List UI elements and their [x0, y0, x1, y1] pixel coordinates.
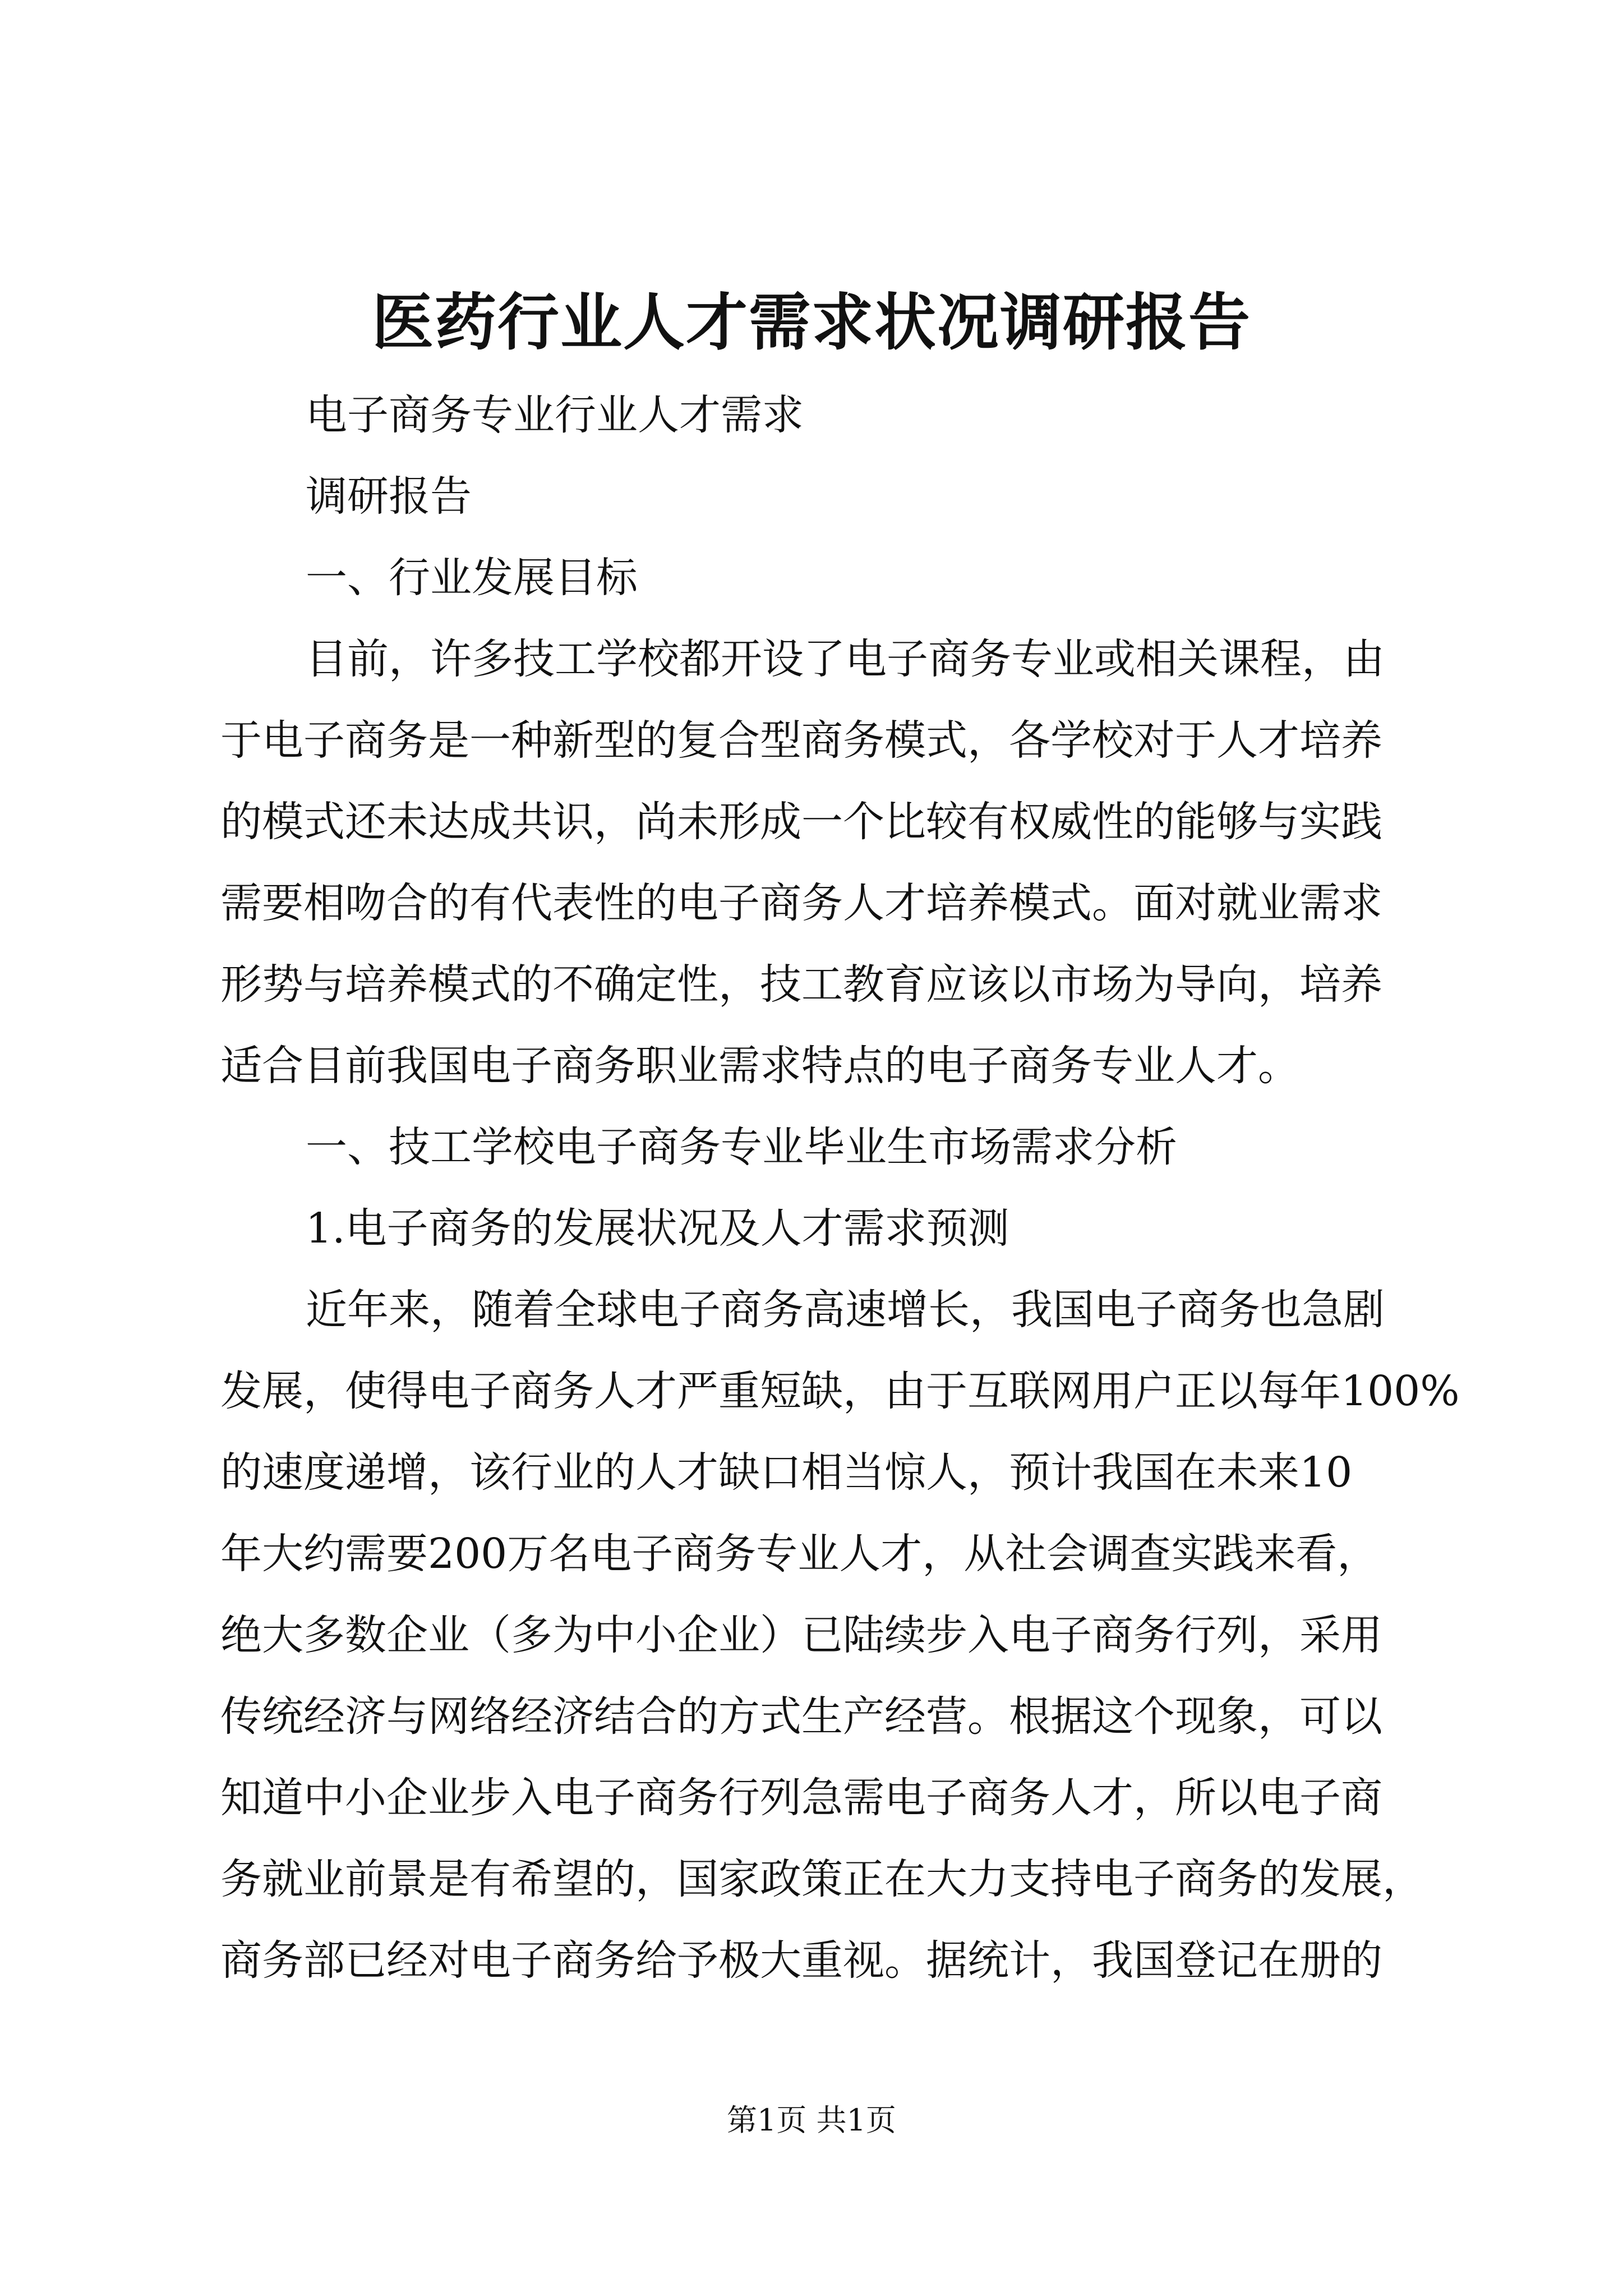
section-heading: 一、行业发展目标 — [306, 554, 638, 602]
paragraph-line: 务就业前景是有希望的，国家政策正在大力支持电子商务的发展， — [220, 1855, 1424, 1903]
paragraph-line: 商务部已经对电子商务给予极大重视。据统计，我国登记在册的 — [220, 1936, 1382, 1985]
paragraph-line: 于电子商务是一种新型的复合型商务模式，各学校对于人才培养 — [220, 716, 1382, 765]
paragraph-line: 的速度递增，该行业的人才缺口相当惊人，预计我国在未来10 — [220, 1448, 1353, 1497]
paragraph-line: 的模式还未达成共识，尚未形成一个比较有权威性的能够与实践 — [220, 798, 1382, 846]
page-footer: 第1页 共1页 — [727, 2102, 896, 2138]
document-title: 医药行业人才需求状况调研报告 — [372, 286, 1251, 358]
paragraph-line: 目前，许多技工学校都开设了电子商务专业或相关课程，由 — [306, 635, 1385, 683]
paragraph-line: 形势与培养模式的不确定性，技工教育应该以市场为导向，培养 — [220, 960, 1382, 1009]
subtitle-line: 调研报告 — [306, 472, 472, 521]
paragraph-line: 传统经济与网络经济结合的方式生产经营。根据这个现象，可以 — [220, 1692, 1382, 1741]
paragraph-line: 绝大多数企业（多为中小企业）已陆续步入电子商务行列，采用 — [220, 1611, 1382, 1659]
subtitle-line: 电子商务专业行业人才需求 — [306, 391, 804, 439]
paragraph-line: 适合目前我国电子商务职业需求特点的电子商务专业人才。 — [220, 1042, 1299, 1090]
paragraph-line: 发展，使得电子商务人才严重短缺，由于互联网用户正以每年100% — [220, 1367, 1460, 1415]
subsection-heading: 1.电子商务的发展状况及人才需求预测 — [306, 1204, 1009, 1253]
paragraph-line: 近年来，随着全球电子商务高速增长，我国电子商务也急剧 — [306, 1286, 1385, 1334]
section-heading: 一、技工学校电子商务专业毕业生市场需求分析 — [306, 1123, 1177, 1171]
paragraph-line: 年大约需要200万名电子商务专业人才，从社会调查实践来看， — [220, 1530, 1379, 1578]
paragraph-line: 知道中小企业步入电子商务行列急需电子商务人才，所以电子商 — [220, 1774, 1382, 1822]
paragraph-line: 需要相吻合的有代表性的电子商务人才培养模式。面对就业需求 — [220, 879, 1382, 927]
